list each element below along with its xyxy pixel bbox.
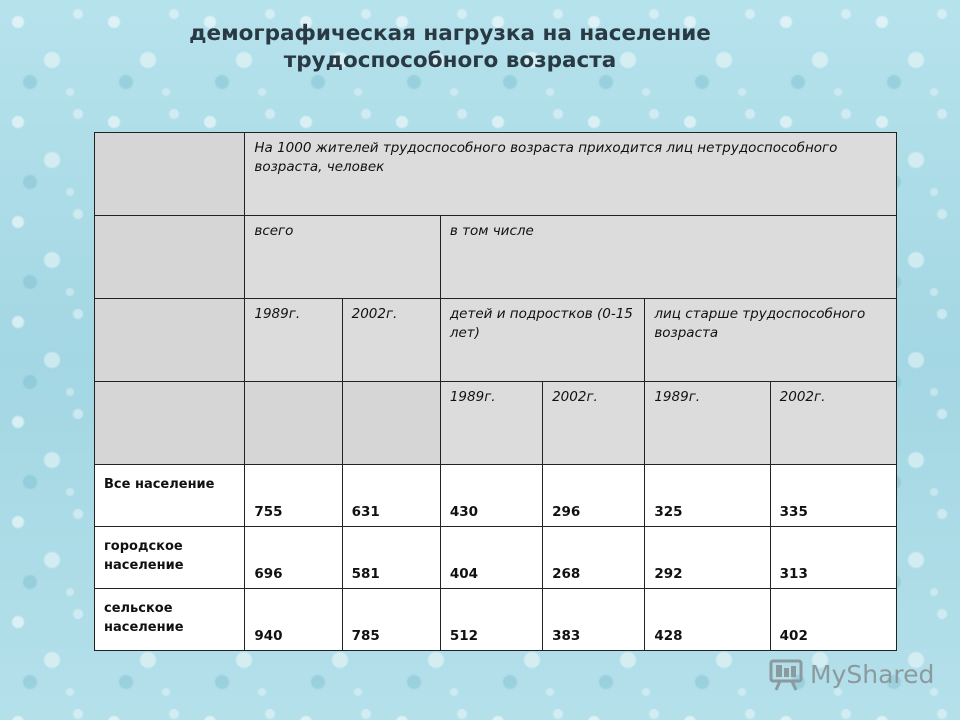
header-total-year-1989: 1989г. [245, 299, 342, 382]
value-total-1989: 755 [245, 465, 342, 527]
row-label: городское население [95, 527, 245, 589]
row-label: Все население [95, 465, 245, 527]
header-children-year-1989: 1989г. [440, 382, 542, 465]
table-row [95, 589, 897, 651]
header-empty-cell [95, 299, 245, 382]
value-elderly-1989: 428 [645, 589, 770, 651]
header-elderly-year-1989: 1989г. [645, 382, 770, 465]
value-children-1989: 512 [440, 589, 542, 651]
value-elderly-2002: 402 [770, 589, 896, 651]
value-children-2002: 268 [543, 527, 645, 589]
header-row-1 [95, 133, 897, 216]
value-total-1989: 940 [245, 589, 342, 651]
value-elderly-2002: 335 [770, 465, 896, 527]
watermark-text: MyShared [810, 659, 935, 689]
slide-title-line-2: трудоспособного возраста [283, 48, 617, 73]
value-total-2002: 581 [342, 527, 440, 589]
value-children-1989: 404 [440, 527, 542, 589]
value-elderly-1989: 292 [645, 527, 770, 589]
value-total-2002: 631 [342, 465, 440, 527]
header-row-3 [95, 299, 897, 382]
value-children-2002: 383 [543, 589, 645, 651]
header-empty-cell [95, 216, 245, 299]
header-row-4 [95, 382, 897, 465]
header-including-cell: в том числе [440, 216, 896, 299]
header-elderly-cell: лиц старше трудоспособного возраста [645, 299, 897, 382]
value-elderly-1989: 325 [645, 465, 770, 527]
header-empty-cell [342, 382, 440, 465]
header-elderly-year-2002: 2002г. [770, 382, 896, 465]
value-children-1989: 430 [440, 465, 542, 527]
table-row [95, 465, 897, 527]
header-row-2 [95, 216, 897, 299]
header-children-cell: детей и подростков (0-15 лет) [440, 299, 645, 382]
slide-title [150, 20, 750, 74]
presentation-board-icon [768, 656, 804, 692]
header-children-year-2002: 2002г. [543, 382, 645, 465]
demographic-load-table [94, 132, 897, 651]
value-total-1989: 696 [245, 527, 342, 589]
row-label: сельское население [95, 589, 245, 651]
header-main-cell: На 1000 жителей трудоспособного возраста приходится лиц нетрудоспособного возраста, человек [245, 133, 897, 216]
value-elderly-2002: 313 [770, 527, 896, 589]
header-total-cell: всего [245, 216, 440, 299]
table-row [95, 527, 897, 589]
header-corner-cell [95, 133, 245, 216]
myshared-watermark [768, 654, 934, 694]
value-total-2002: 785 [342, 589, 440, 651]
header-empty-cell [95, 382, 245, 465]
slide-title-line-1: демографическая нагрузка на население [189, 21, 711, 46]
value-children-2002: 296 [543, 465, 645, 527]
header-total-year-2002: 2002г. [342, 299, 440, 382]
header-empty-cell [245, 382, 342, 465]
